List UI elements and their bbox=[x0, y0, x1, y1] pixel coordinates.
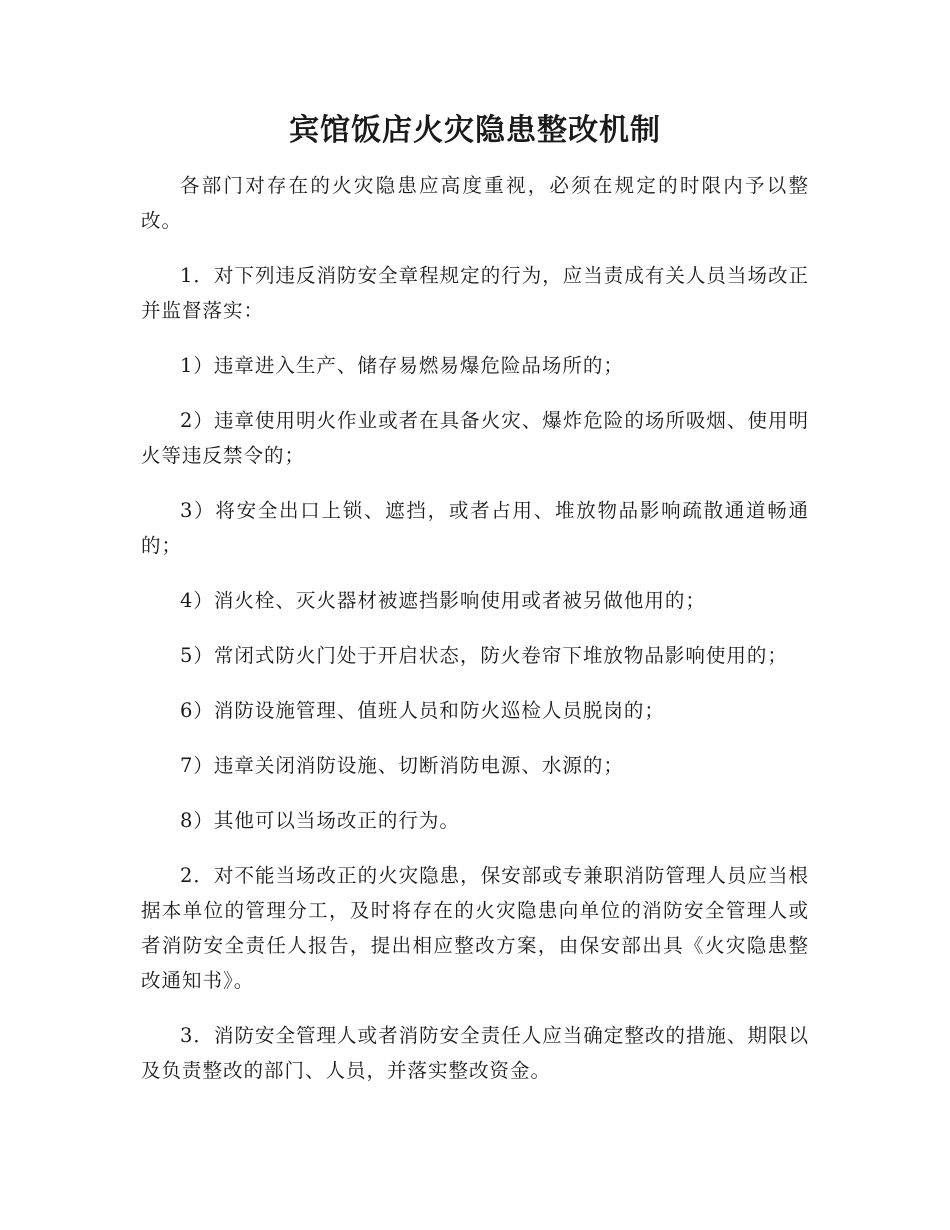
paragraph-subitem-1: 1）违章进入生产、储存易燃易爆危险品场所的； bbox=[180, 354, 624, 377]
paragraph-intro: 各部门对存在的火灾隐患应高度重视，必须在规定的时限内予以整改。 bbox=[141, 174, 809, 232]
paragraph-subitem-7: 7）违章关闭消防设施、切断消防电源、水源的； bbox=[180, 754, 624, 777]
paragraph-subitem-3: 3）将安全出口上锁、遮挡，或者占用、堆放物品影响疏散通道畅通的； bbox=[141, 499, 809, 557]
paragraph-item-2: 2．对不能当场改正的火灾隐患，保安部或专兼职消防管理人员应当根据本单位的管理分工，及时将存在的火灾隐患向单位的消防安全管理人或者消防安全责任人报告，提出相应整改方案，由保安部出具《火灾隐患整改通知书》。 bbox=[141, 864, 809, 992]
paragraph-item-1: 1．对下列违反消防安全章程规定的行为，应当责成有关人员当场改正并监督落实： bbox=[141, 264, 809, 322]
paragraph-subitem-2: 2）违章使用明火作业或者在具备火灾、爆炸危险的场所吸烟、使用明火等违反禁令的； bbox=[141, 409, 809, 467]
document-page bbox=[141, 108, 809, 1108]
paragraph-subitem-8: 8）其他可以当场改正的行为。 bbox=[180, 809, 460, 832]
paragraph-subitem-5: 5）常闭式防火门处于开启状态，防火卷帘下堆放物品影响使用的； bbox=[180, 644, 788, 667]
document-title: 宾馆饭店火灾隐患整改机制 bbox=[289, 113, 661, 148]
paragraph-subitem-4: 4）消火栓、灭火器材被遮挡影响使用或者被另做他用的； bbox=[180, 589, 706, 612]
paragraph-item-3: 3．消防安全管理人或者消防安全责任人应当确定整改的措施、期限以及负责整改的部门、人员，并落实整改资金。 bbox=[141, 1024, 809, 1082]
paragraph-subitem-6: 6）消防设施管理、值班人员和防火巡检人员脱岗的； bbox=[180, 699, 665, 722]
